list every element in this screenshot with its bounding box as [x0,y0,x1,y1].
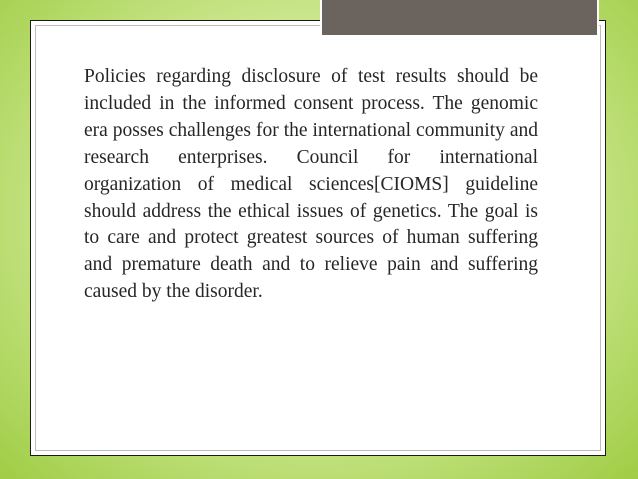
title-tab [320,0,599,37]
body-paragraph: Policies regarding disclosure of test results should be included in the informed consent process. The genomic era posses challenges for the international community and research enterprises. Council for international organization of medical sciences[CIOMS] guideline should address the ethical issues of genetics. The goal is to care and protect greatest sources of human suffering and premature death and to relieve pain and suffering caused by the disorder. [84,66,538,303]
